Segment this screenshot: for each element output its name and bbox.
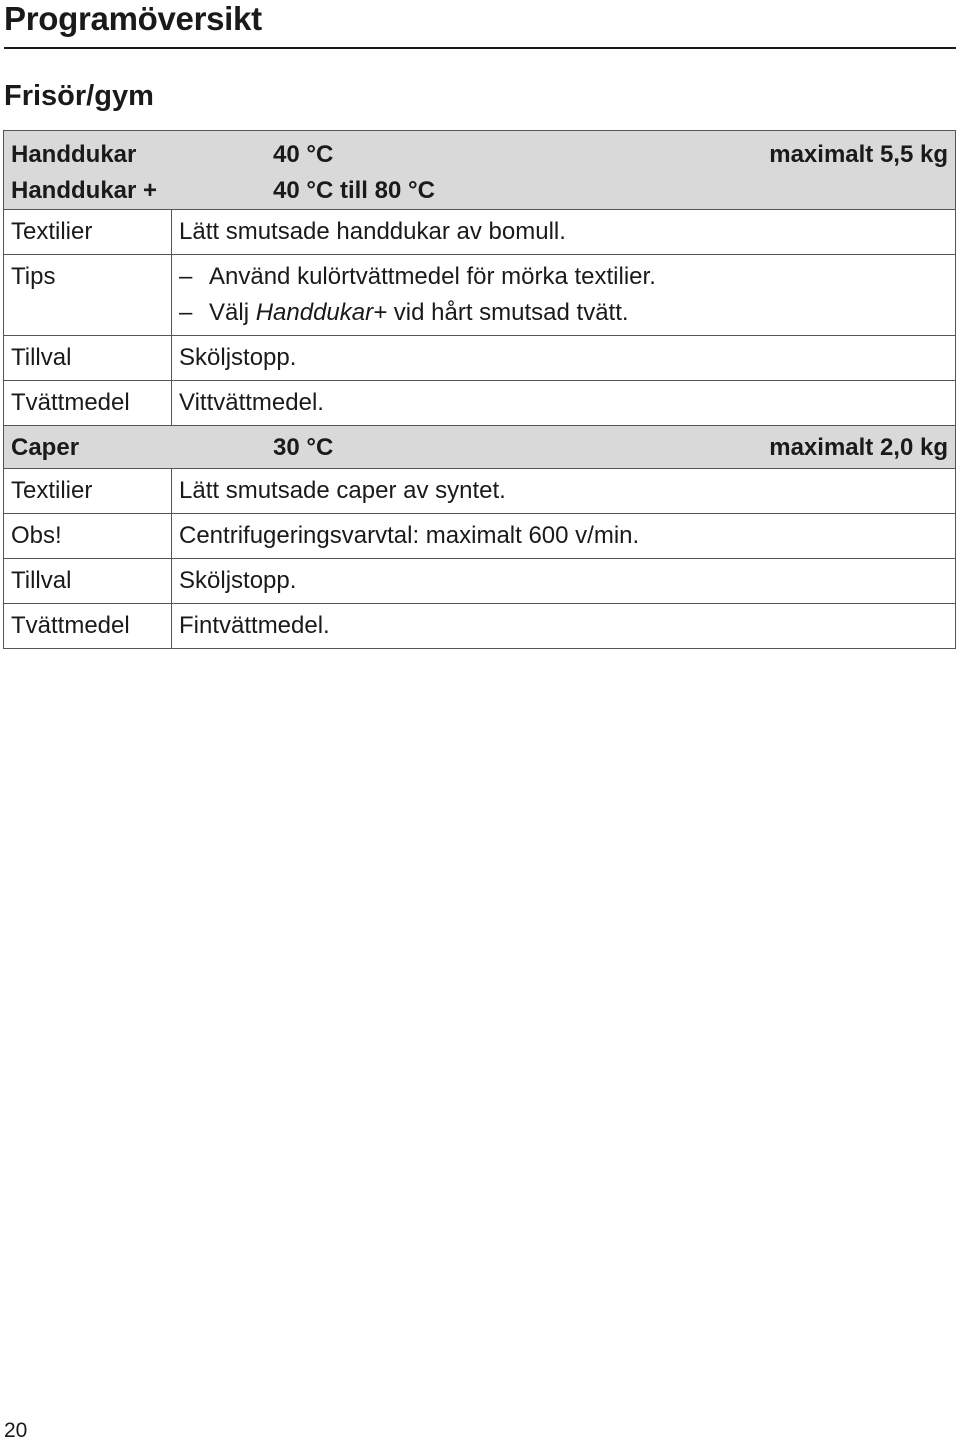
list-item-text-suffix: vid hårt smutsad tvätt. [387,299,629,326]
program-header-line [11,173,948,209]
program-header-caper [4,426,956,469]
row-value: Lätt smutsade handdukar av bomull. [172,210,956,255]
row-label: Tillval [4,336,172,381]
table-row [4,210,956,255]
program-reference: Handdukar+ [255,299,388,326]
program-name: Handdukar [11,141,137,168]
row-label: Tvättmedel [4,381,172,426]
program-max-load: maximalt 5,5 kg [769,141,948,168]
program-header-handdukar [4,131,956,210]
dash-bullet: – [179,263,193,290]
program-header-line [11,430,948,466]
program-temperature: 40 °C [273,141,334,168]
table-row [4,381,956,426]
program-name: Handdukar + [11,177,158,204]
section-title: Frisör/gym [4,80,154,112]
page-number: 20 [4,1419,28,1442]
table-row [4,604,956,649]
program-max-load: maximalt 2,0 kg [769,434,948,461]
table-row [4,255,956,336]
list-item-text-prefix: Välj [209,299,256,326]
row-value: Sköljstopp. [172,559,956,604]
row-label: Textilier [4,469,172,514]
row-value: Lätt smutsade caper av syntet. [172,469,956,514]
row-label: Obs! [4,514,172,559]
program-temperature: 30 °C [273,434,334,461]
table-row [4,559,956,604]
row-value: Centrifugeringsvarvtal: maximalt 600 v/min. [172,514,956,559]
list-item [179,259,948,295]
row-label: Tips [4,255,172,336]
program-header-line [11,137,948,173]
program-table [3,130,956,649]
program-temperature: 40 °C till 80 °C [273,177,435,204]
row-label: Textilier [4,210,172,255]
dash-bullet: – [179,299,193,326]
row-value: Fintvättmedel. [172,604,956,649]
table-row [4,336,956,381]
table-row [4,514,956,559]
row-label: Tvättmedel [4,604,172,649]
row-value: Vittvättmedel. [172,381,956,426]
tips-list [172,255,956,336]
program-name: Caper [11,434,80,461]
list-item [179,295,948,331]
row-value: Sköljstopp. [172,336,956,381]
row-label: Tillval [4,559,172,604]
table-row [4,469,956,514]
title-divider [4,47,956,49]
page-title: Programöversikt [4,0,262,37]
list-item-text: Använd kulörtvättmedel för mörka textilier. [209,263,656,290]
